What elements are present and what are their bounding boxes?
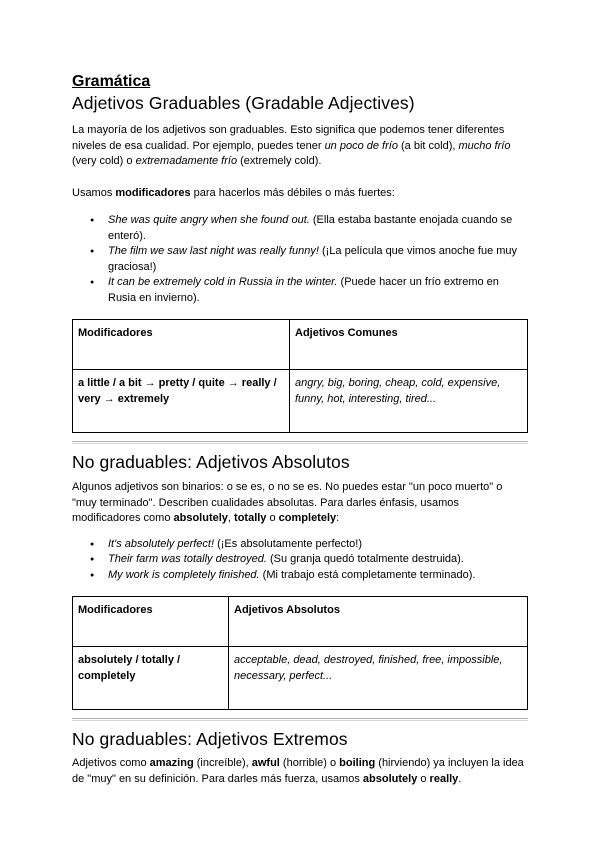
gradable-example-list bbox=[72, 213, 528, 306]
intro-text: (increíble), bbox=[193, 757, 252, 769]
table-cell-adjectives: acceptable, dead, destroyed, finished, free, impossible, necessary, perfect... bbox=[229, 647, 528, 710]
example-spanish: (Mi trabajo está completamente terminado). bbox=[259, 568, 476, 581]
list-item bbox=[108, 568, 528, 584]
example-english: My work is completely finished. bbox=[108, 568, 260, 581]
example-spanish: (Ella estaba bastante enojada cuando se enteró). bbox=[108, 214, 513, 242]
heading-gradable: Adjetivos Graduables (Gradable Adjectives) bbox=[72, 93, 415, 113]
list-item bbox=[108, 244, 528, 275]
intro-text: (very cold) o bbox=[72, 155, 136, 167]
intro-text: Algunos adjetivos son binarios: o se es, o no se es. No puedes estar "un poco muerto" o "muy terminado". Describen cualidades absolutas. Para darles énfasis, usamos modificadores como bbox=[72, 481, 503, 524]
bold-term: amazing bbox=[149, 757, 194, 769]
table-row bbox=[73, 320, 528, 370]
intro-text: (hirviendo) ya incluyen la idea de "muy" en su definición. Para darles más fuerza, usamos bbox=[72, 757, 524, 785]
bold-term: really bbox=[429, 772, 459, 785]
example-english: She was quite angry when she found out. bbox=[108, 214, 310, 226]
intro-text: o bbox=[417, 772, 430, 785]
bold-term: absolutely bbox=[173, 512, 228, 524]
section-title: Gramática bbox=[72, 73, 151, 90]
heading-absolute: No graduables: Adjetivos Absolutos bbox=[72, 452, 350, 472]
table-header-adjectives: Adjetivos Absolutos bbox=[229, 597, 528, 647]
intro-text: La mayoría de los adjetivos son graduables. Esto significa que podemos tener diferentes niveles de esa cualidad. Por ejemplo, puedes tener bbox=[72, 124, 505, 152]
divider bbox=[72, 718, 528, 721]
mods-text: Usamos bbox=[72, 186, 116, 199]
intro-text: . bbox=[458, 772, 462, 785]
absolute-intro bbox=[72, 480, 528, 527]
intro-example: extremadamente frío bbox=[135, 155, 238, 167]
bold-term: totally bbox=[234, 512, 267, 524]
bold-term: boiling bbox=[339, 757, 376, 769]
intro-text: : bbox=[336, 512, 340, 524]
example-spanish: (Su granja quedó totalmente destruida). bbox=[266, 553, 464, 565]
intro-example: un poco de frío bbox=[324, 139, 398, 152]
table-cell-adjectives: angry, big, boring, cheap, cold, expensive, funny, hot, interesting, tired... bbox=[290, 370, 528, 433]
intro-text: o bbox=[266, 512, 279, 524]
divider bbox=[72, 441, 528, 444]
mods-bold: modificadores bbox=[115, 186, 191, 199]
modifiers-intro bbox=[72, 186, 528, 202]
intro-text: (extremely cold). bbox=[237, 155, 322, 167]
example-spanish: (¡Es absolutamente perfecto!) bbox=[214, 537, 363, 550]
example-spanish: (Puede hacer un frío extremo en Rusia en invierno). bbox=[108, 276, 499, 304]
absolute-example-list bbox=[72, 537, 528, 584]
intro-text: Adjetivos como bbox=[72, 757, 150, 769]
table-cell-modifiers: absolutely / totally / completely bbox=[73, 647, 229, 710]
table-row bbox=[73, 370, 528, 433]
example-english: It's absolutely perfect! bbox=[108, 537, 215, 550]
list-item bbox=[108, 537, 528, 553]
example-english: It can be extremely cold in Russia in the winter. bbox=[108, 276, 338, 288]
table-header-adjectives: Adjetivos Comunes bbox=[290, 320, 528, 370]
bold-term: completely bbox=[278, 512, 337, 524]
bold-term: awful bbox=[251, 757, 280, 769]
document-page bbox=[72, 72, 528, 787]
mods-text: para hacerlos más débiles o más fuertes: bbox=[190, 186, 395, 199]
bold-term: absolutely bbox=[362, 772, 418, 785]
table-row bbox=[73, 597, 528, 647]
absolute-table bbox=[72, 596, 528, 710]
intro-text: (horrible) o bbox=[279, 757, 340, 769]
list-item bbox=[108, 213, 528, 244]
table-row bbox=[73, 647, 528, 710]
table-cell-modifiers: a little / a bit → pretty / quite → really / very → extremely bbox=[73, 370, 290, 433]
table-header-modifiers: Modificadores bbox=[73, 320, 290, 370]
intro-text: , bbox=[227, 512, 235, 524]
list-item bbox=[108, 275, 528, 306]
heading-extreme: No graduables: Adjetivos Extremos bbox=[72, 729, 348, 749]
example-english: Their farm was totally destroyed. bbox=[108, 553, 267, 565]
gradable-table bbox=[72, 319, 528, 433]
table-header-modifiers: Modificadores bbox=[73, 597, 229, 647]
extreme-intro bbox=[72, 756, 528, 787]
list-item bbox=[108, 552, 528, 568]
intro-text: (a bit cold), bbox=[397, 139, 459, 152]
example-spanish: (¡La película que vimos anoche fue muy graciosa!) bbox=[108, 245, 518, 273]
example-english: The film we saw last night was really funny! bbox=[108, 245, 319, 257]
intro-example: mucho frío bbox=[458, 139, 511, 152]
gradable-intro bbox=[72, 123, 528, 170]
